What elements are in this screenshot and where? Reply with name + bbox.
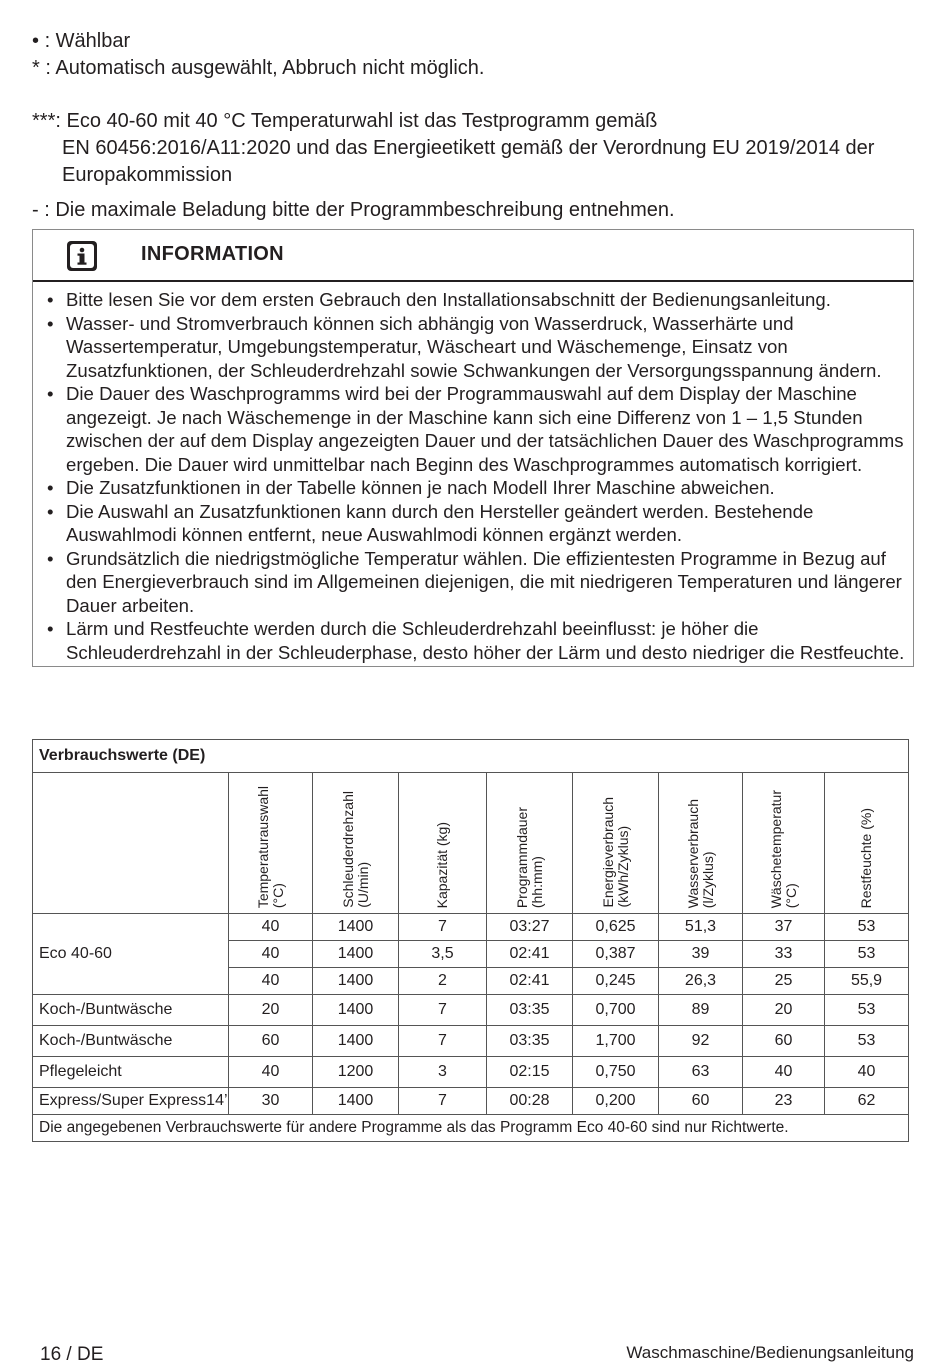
table-row [33,1088,909,1115]
table-cell: 0,200 [573,1088,659,1115]
table-cell: 25 [743,968,825,995]
legend-text: : Eco 40-60 mit 40 °C Temperaturwahl ist das Testprogramm gemäß [55,110,658,132]
table-cell: 02:15 [487,1057,573,1088]
legend-text: : Wählbar [44,30,131,52]
table-cell: 1400 [313,1026,399,1057]
legend-text: : Automatisch ausgewählt, Abbruch nicht möglich. [45,57,485,79]
information-header [33,230,913,282]
list-item: • Grundsätzlich die niedrigstmögliche Temperatur wählen. Die effizientesten Programme in Bezug auf den Energieverbrauch sind im Allgemeinen diejenigen, die mit niedrigeren Temperaturen und längerer Dauer arbeiten. [47,547,902,616]
information-box [32,229,914,667]
table-cell: 1400 [313,1088,399,1115]
list-item: • Wasser- und Stromverbrauch können sich abhängig von Wasserdruck, Wasserhärte und Wassertemperatur, Umgebungstemperatur, Wäscheart und Wäschemenge, Einsatz von Zusatzfunktionen, der Schleuderdrehzahl sowie Schwankungen der Versorgungsspannung ändern. [47,312,882,381]
legend-max-load [32,197,912,224]
table-cell: 0,387 [573,941,659,968]
column-header: Programmdauer (hh:mm) [487,773,573,914]
table-cell: 89 [659,995,743,1026]
legend-eco [32,108,912,189]
legend-text: EN 60456:2016/A11:2020 und das Energieetikett gemäß der Verordnung EU 2019/2014 der Europakommission [62,137,875,186]
table-cell: 53 [825,914,909,941]
table-cell: 51,3 [659,914,743,941]
table-cell: 00:28 [487,1088,573,1115]
table-cell: 2 [399,968,487,995]
legend-symbol: • [32,30,45,52]
table-cell: 20 [743,995,825,1026]
table-cell: 3 [399,1057,487,1088]
table-cell: 30 [229,1088,313,1115]
program-name: Pflegeleicht [33,1057,229,1088]
document-title: Waschmaschine/Bedienungsanleitung [626,1343,914,1362]
program-name: Express/Super Express14’ [33,1088,229,1115]
legend-symbol: - [32,199,45,221]
table-cell: 40 [229,968,313,995]
list-item: • Die Auswahl an Zusatzfunktionen kann durch den Hersteller geändert werden. Bestehende Auswahlmodi können entfernt, neue Auswahlmodi können ergänzt werden. [47,500,814,545]
table-cell: 40 [743,1057,825,1088]
table-cell: 1400 [313,941,399,968]
program-name: Koch-/Buntwäsche [33,1026,229,1057]
column-header: Schleuderdrehzahl (U/min) [313,773,399,914]
column-header: Temperaturauswahl (°C) [229,773,313,914]
list-item: • Bitte lesen Sie vor dem ersten Gebrauch den Installationsabschnitt der Bedienungsanleitung. [47,289,831,310]
list-item: • Die Zusatzfunktionen in der Tabelle können je nach Modell Ihrer Maschine abweichen. [47,477,775,498]
table-cell: 55,9 [825,968,909,995]
page-number: 16 / DE [40,1344,104,1365]
table-cell: 7 [399,995,487,1026]
table-cell: 3,5 [399,941,487,968]
column-header: Wäschetemperatur (°C) [743,773,825,914]
table-cell: 23 [743,1088,825,1115]
table-cell: 53 [825,1026,909,1057]
table-cell: 03:35 [487,1026,573,1057]
table-footnote-row [33,1115,909,1142]
table-cell: 0,625 [573,914,659,941]
table-cell: 40 [229,1057,313,1088]
information-title: INFORMATION [141,243,284,265]
legend-selectable [32,28,912,55]
table-cell: 0,700 [573,995,659,1026]
table-cell: 03:35 [487,995,573,1026]
table-row [33,914,909,941]
program-name: Eco 40-60 [33,914,229,995]
table-cell: 26,3 [659,968,743,995]
information-list [33,282,913,664]
table-cell: 63 [659,1057,743,1088]
table-cell: 39 [659,941,743,968]
consumption-table [32,739,909,1142]
legend-text: : Die maximale Beladung bitte der Programmbeschreibung entnehmen. [44,199,675,221]
list-item: • Die Dauer des Waschprogramms wird bei der Programmauswahl auf dem Display der Maschine angezeigt. Je nach Wäschemenge in der Maschine kann sich eine Differenz von 1 – 1,5 Stunden zwischen der auf dem Display angezeigten Dauer und der tatsächlichen Dauer des Waschprogramms ergeben. Die Dauer wird unmittelbar nach Beginn des Waschprogrammes automatisch korrigiert. [47,383,904,475]
table-cell: 20 [229,995,313,1026]
column-header: Restfeuchte (%) [825,773,909,914]
column-header: Kapazität (kg) [399,773,487,914]
table-cell: 92 [659,1026,743,1057]
table-cell: 40 [229,941,313,968]
legend [32,28,912,224]
info-icon [67,241,97,271]
table-cell: 62 [825,1088,909,1115]
table-cell: 1400 [313,995,399,1026]
table-cell: 0,750 [573,1057,659,1088]
table-cell: 1400 [313,914,399,941]
table-cell: 1,700 [573,1026,659,1057]
table-cell: 60 [229,1026,313,1057]
table-cell: 7 [399,914,487,941]
table-cell: 53 [825,995,909,1026]
table-cell: 7 [399,1088,487,1115]
legend-symbol: *** [32,110,56,132]
table-cell: 33 [743,941,825,968]
column-header: Energieverbrauch (kWh/Zyklus) [573,773,659,914]
table-row [33,1057,909,1088]
table-cell: 02:41 [487,941,573,968]
table-caption-row [33,740,909,773]
table-row [33,1026,909,1057]
table-footnote: Die angegebenen Verbrauchswerte für andere Programme als das Programm Eco 40-60 sind nur Richtwerte. [33,1115,909,1142]
column-header: Wasserverbrauch (l/Zyklus) [659,773,743,914]
table-cell: 53 [825,941,909,968]
table-cell: 40 [825,1057,909,1088]
table-cell: 7 [399,1026,487,1057]
table-caption: Verbrauchswerte (DE) [33,740,909,773]
table-cell: 1200 [313,1057,399,1088]
table-cell: 37 [743,914,825,941]
table-cell: 1400 [313,968,399,995]
table-cell: 60 [743,1026,825,1057]
table-cell: 40 [229,914,313,941]
program-name: Koch-/Buntwäsche [33,995,229,1026]
list-item: • Lärm und Restfeuchte werden durch die Schleuderdrehzahl beeinflusst: je höher die Schleuderdrehzahl in der Schleuderphase, desto höher der Lärm und desto niedriger die Restfeuchte. [47,618,905,663]
table-cell: 60 [659,1088,743,1115]
legend-symbol: * [32,57,46,79]
header-empty-cell [33,773,229,914]
table-row [33,995,909,1026]
table-cell: 02:41 [487,968,573,995]
table-header-row [33,773,909,914]
legend-auto [32,55,912,82]
table-cell: 03:27 [487,914,573,941]
table-cell: 0,245 [573,968,659,995]
